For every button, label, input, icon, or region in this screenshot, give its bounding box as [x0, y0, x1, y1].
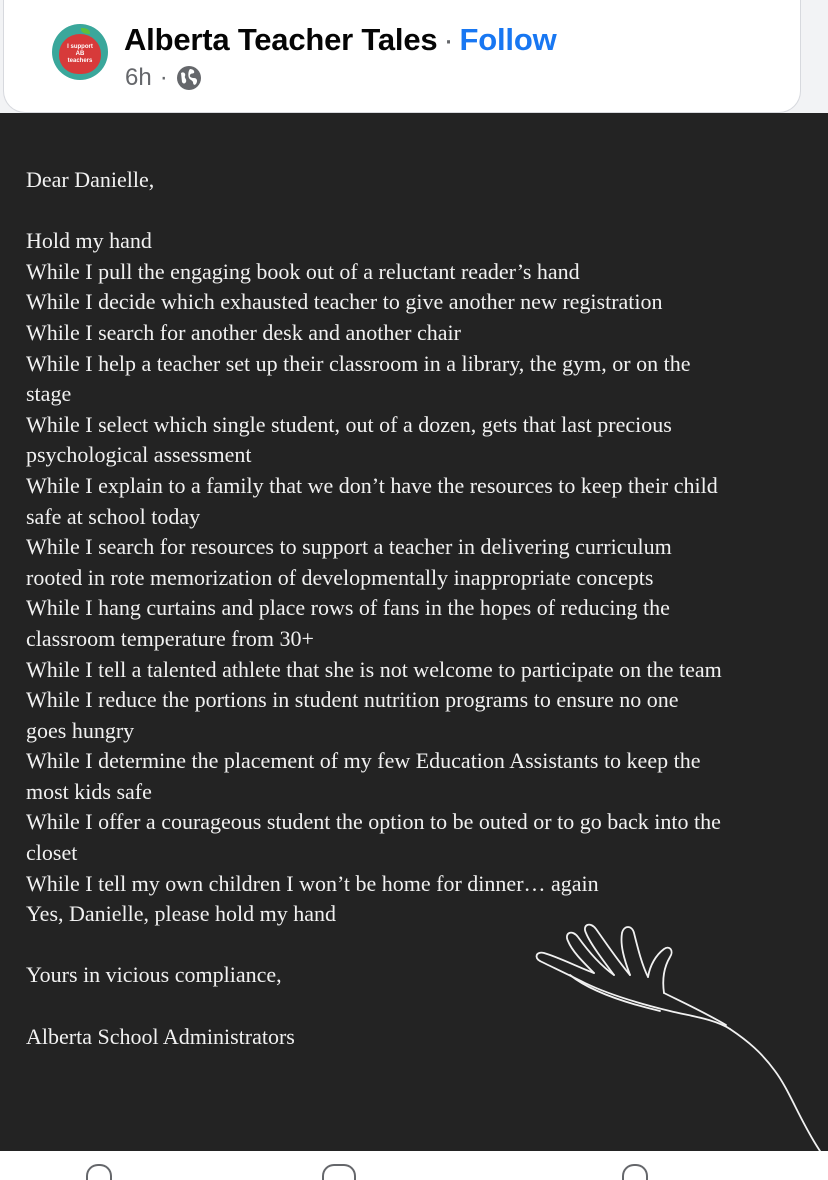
- apple-logo-icon: [59, 34, 101, 74]
- like-icon[interactable]: [86, 1164, 112, 1180]
- hand-illustration-icon: [530, 921, 828, 1151]
- comment-icon[interactable]: [322, 1164, 356, 1180]
- letter-line: While I select which single student, out of a dozen, gets that last precious: [26, 411, 672, 437]
- letter-signature: Alberta School Administrators: [26, 1023, 295, 1049]
- leaf-icon: [81, 28, 90, 34]
- globe-icon[interactable]: [176, 65, 202, 91]
- letter-line: stage: [26, 381, 72, 407]
- letter-line: classroom temperature from 30+: [26, 625, 314, 651]
- letter-line: most kids safe: [26, 778, 152, 804]
- letter-line: While I hang curtains and place rows of fans in the hopes of reducing the: [26, 595, 670, 621]
- letter-closing: Yours in vicious compliance,: [26, 962, 282, 988]
- letter-line: While I determine the placement of my few Education Assistants to keep the: [26, 748, 701, 774]
- letter-line: While I tell my own children I won’t be home for dinner… again: [26, 870, 599, 896]
- letter-body: [26, 226, 816, 930]
- post-action-bar: [0, 1151, 828, 1180]
- post-header: [0, 0, 828, 113]
- letter-line: While I reduce the portions in student nutrition programs to ensure no one: [26, 687, 679, 713]
- letter-line: Yes, Danielle, please hold my hand: [26, 901, 336, 927]
- letter-line: While I pull the engaging book out of a reluctant reader’s hand: [26, 258, 580, 284]
- letter-line: While I search for another desk and another chair: [26, 319, 461, 345]
- meta-separator: ·: [159, 64, 168, 91]
- page-avatar[interactable]: [52, 24, 108, 80]
- avatar-text-line3: teachers: [67, 57, 93, 64]
- post-image[interactable]: [0, 113, 828, 1151]
- letter-line: While I search for resources to support a teacher in delivering curriculum: [26, 534, 672, 560]
- letter-line: goes hungry: [26, 717, 135, 743]
- letter-salutation: Dear Danielle,: [26, 167, 155, 192]
- post-meta: [125, 64, 202, 92]
- letter-text: [26, 165, 816, 1052]
- letter-line: While I offer a courageous student the option to be outed or to go back into the: [26, 809, 721, 835]
- letter-line: While I explain to a family that we don’t have the resources to keep their child: [26, 472, 718, 498]
- follow-button[interactable]: Follow: [459, 22, 557, 57]
- share-icon[interactable]: [622, 1164, 648, 1180]
- avatar-text-line1: I support: [67, 43, 93, 50]
- letter-blank-line: [26, 196, 816, 227]
- letter-line: While I help a teacher set up their classroom in a library, the gym, or on the: [26, 350, 691, 376]
- title-separator: ·: [443, 22, 454, 57]
- letter-line: closet: [26, 840, 78, 866]
- post-header-card: [3, 0, 801, 113]
- letter-line: Hold my hand: [26, 228, 152, 254]
- letter-line: psychological assessment: [26, 442, 252, 468]
- post-timestamp[interactable]: 6h: [125, 64, 152, 91]
- letter-line: safe at school today: [26, 503, 201, 529]
- letter-line: While I decide which exhausted teacher to give another new registration: [26, 289, 663, 315]
- letter-line: rooted in rote memorization of developmentally inappropriate concepts: [26, 564, 654, 590]
- page-name-link[interactable]: Alberta Teacher Tales: [124, 22, 438, 57]
- avatar-text-line2: AB: [75, 50, 85, 57]
- page-title: [124, 22, 556, 58]
- letter-line: While I tell a talented athlete that she is not welcome to participate on the team: [26, 656, 722, 682]
